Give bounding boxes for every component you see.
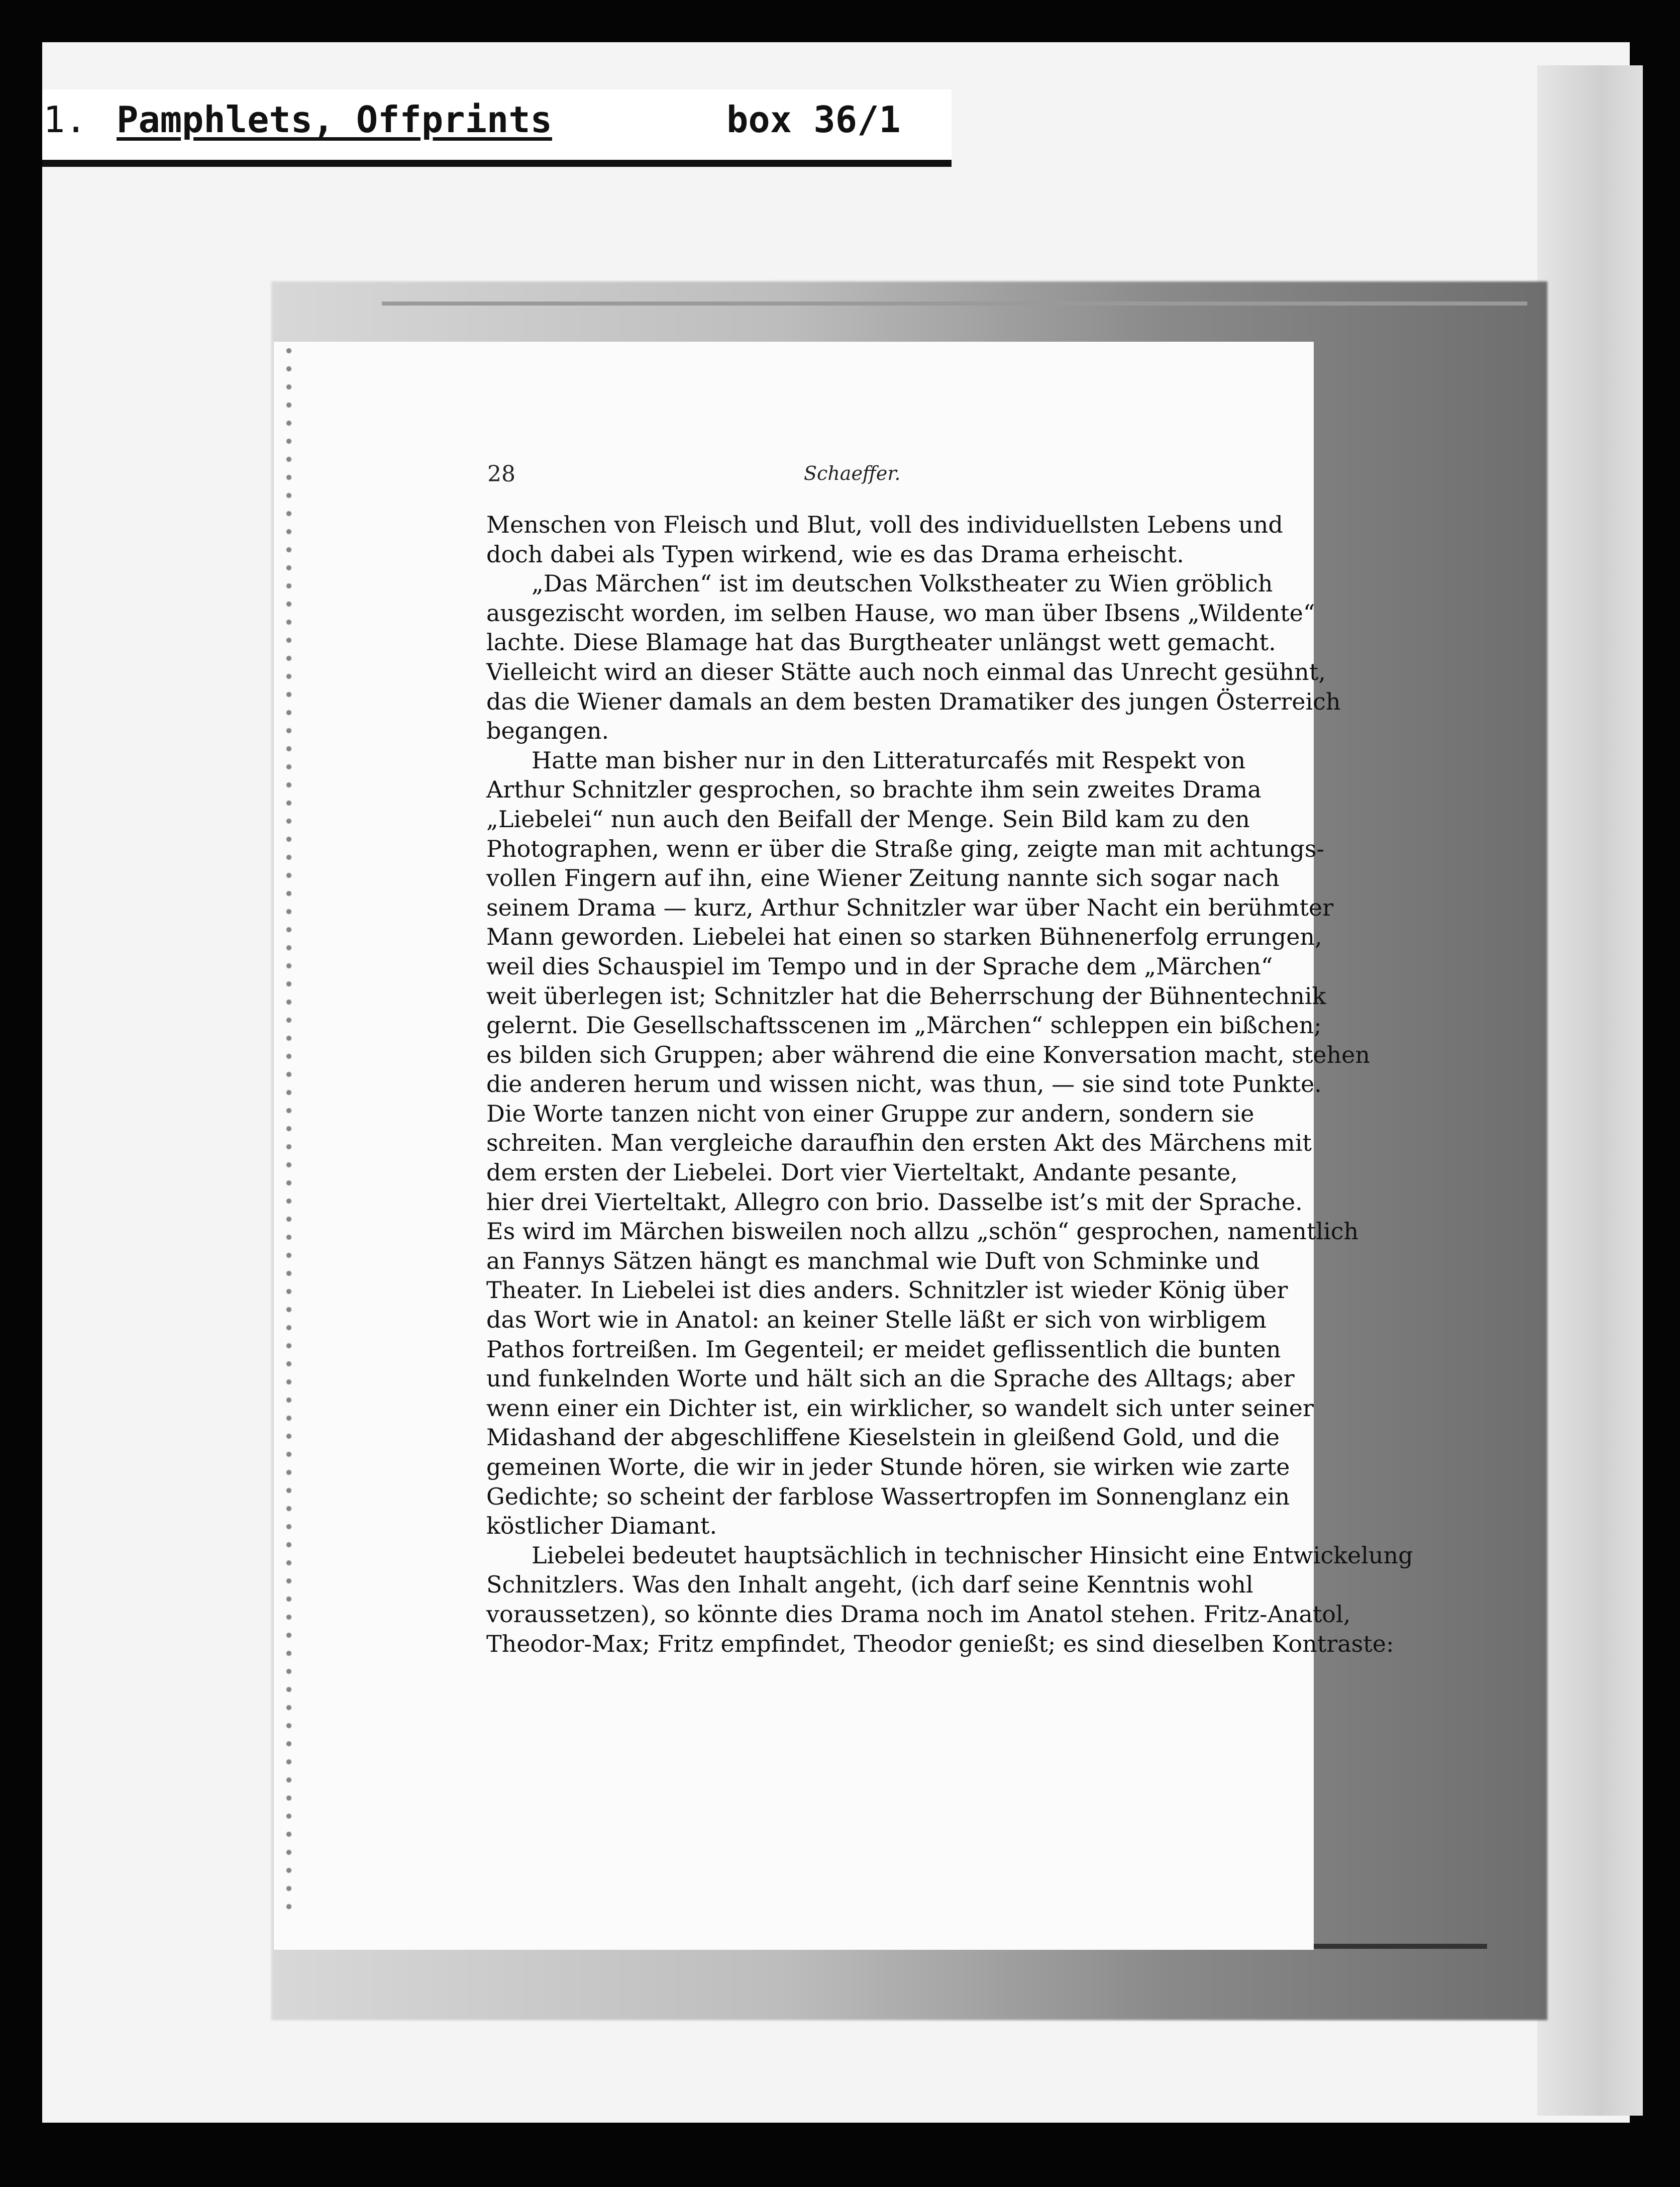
text-line: Schnitzlers. Was den Inhalt angeht, (ich darf seine Kenntnis wohl [486,1571,1253,1599]
running-head: Schaeffer. [804,462,901,484]
page-number: 28 [487,461,515,487]
text-line: weit überlegen ist; Schnitzler hat die Beherrschung der Bühnentechnik [486,982,1326,1010]
text-line: es bilden sich Gruppen; aber während die eine Konversation macht, stehen [486,1041,1371,1068]
text-line: an Fannys Sätzen hängt es manchmal wie Duft von Schminke und [486,1247,1260,1274]
text-line: voraussetzen), so könnte dies Drama noch im Anatol stehen. Fritz-Anatol, [486,1600,1351,1628]
text-line: Midashand der abgeschliffene Kieselstein in gleißend Gold, und die [486,1424,1280,1451]
archive-label-title: Pamphlets, Offprints [117,98,552,141]
text-line: „Liebelei“ nun auch den Beifall der Menge. Sein Bild kam zu den [486,805,1250,833]
paragraph [486,1541,1413,1658]
text-line: gelernt. Die Gesellschaftsscenen im „Märchen“ schleppen ein bißchen; [486,1012,1322,1039]
body-text [486,510,1413,1658]
text-line: Liebelei bedeutet hauptsächlich in technischer Hinsicht eine Entwickelung [532,1541,1413,1569]
text-line: Vielleicht wird an dieser Stätte auch noch einmal das Unrecht gesühnt, [486,658,1326,685]
text-line: doch dabei als Typen wirkend, wie es das Drama erheischt. [486,540,1184,568]
archive-label-number: 1. [43,98,87,141]
text-line: gemeinen Worte, die wir in jeder Stunde hören, sie wirken wie zarte [486,1453,1290,1480]
archive-label-box: box 36/1 [726,98,901,141]
text-line: das die Wiener damals an dem besten Dramatiker des jungen Österreich [486,687,1341,715]
text-line: Mann geworden. Liebelei hat einen so starken Bühnenerfolg errungen, [486,923,1322,951]
text-line: und funkelnden Worte und hält sich an die Sprache des Alltags; aber [486,1365,1295,1393]
text-line: Photographen, wenn er über die Straße ging, zeigte man mit achtungs- [486,835,1324,862]
text-line: das Wort wie in Anatol: an keiner Stelle läßt er sich von wirbligem [486,1306,1267,1334]
text-line: ausgezischt worden, im selben Hause, wo man über Ibsens „Wildente“ [486,599,1315,627]
text-line: „Das Märchen“ ist im deutschen Volkstheater zu Wien gröblich [532,570,1273,598]
text-line: köstlicher Diamant. [486,1512,717,1540]
perforation-marks [279,342,299,1920]
text-line: Arthur Schnitzler gesprochen, so brachte ihm sein zweites Drama [486,776,1262,804]
text-line: Menschen von Fleisch und Blut, voll des individuellsten Lebens und [486,511,1283,538]
text-line: begangen. [486,717,609,745]
text-line: dem ersten der Liebelei. Dort vier Vierteltakt, Andante pesante, [486,1159,1238,1186]
text-line: Hatte man bisher nur in den Litteraturcafés mit Respekt von [532,746,1246,774]
text-line: Theater. In Liebelei ist dies anders. Schnitzler ist wieder König über [486,1276,1288,1304]
sheet-edge [1537,65,1643,2116]
text-line: weil dies Schauspiel im Tempo und in der Sprache dem „Märchen“ [486,952,1273,980]
text-line: hier drei Vierteltakt, Allegro con brio. Dasselbe ist’s mit der Sprache. [486,1188,1303,1216]
paragraph [486,746,1371,1541]
text-line: schreiten. Man vergleiche daraufhin den ersten Akt des Märchens mit [486,1129,1312,1157]
text-line: Die Worte tanzen nicht von einer Gruppe zur andern, sondern sie [486,1100,1254,1127]
frame-line [382,302,1527,306]
text-line: wenn einer ein Dichter ist, ein wirklicher, so wandelt sich unter seiner [486,1394,1314,1422]
text-line: Pathos fortreißen. Im Gegenteil; er meidet geflissentlich die bunten [486,1335,1281,1363]
text-line: seinem Drama — kurz, Arthur Schnitzler war über Nacht ein berühmter [486,893,1334,921]
text-line: die anderen herum und wissen nicht, was thun, — sie sind tote Punkte. [486,1070,1322,1098]
paragraph [486,510,1283,569]
text-line: Gedichte; so scheint der farblose Wassertropfen im Sonnenglanz ein [486,1482,1290,1510]
text-line: lachte. Diese Blamage hat das Burgtheater unlängst wett gemacht. [486,629,1276,656]
text-line: Es wird im Märchen bisweilen noch allzu „schön“ gesprochen, namentlich [486,1218,1359,1245]
text-line: vollen Fingern auf ihn, eine Wiener Zeitung nannte sich sogar nach [486,864,1280,892]
text-line: Theodor-Max; Fritz empfindet, Theodor genießt; es sind dieselben Kontraste: [486,1630,1394,1657]
paragraph [486,569,1341,746]
